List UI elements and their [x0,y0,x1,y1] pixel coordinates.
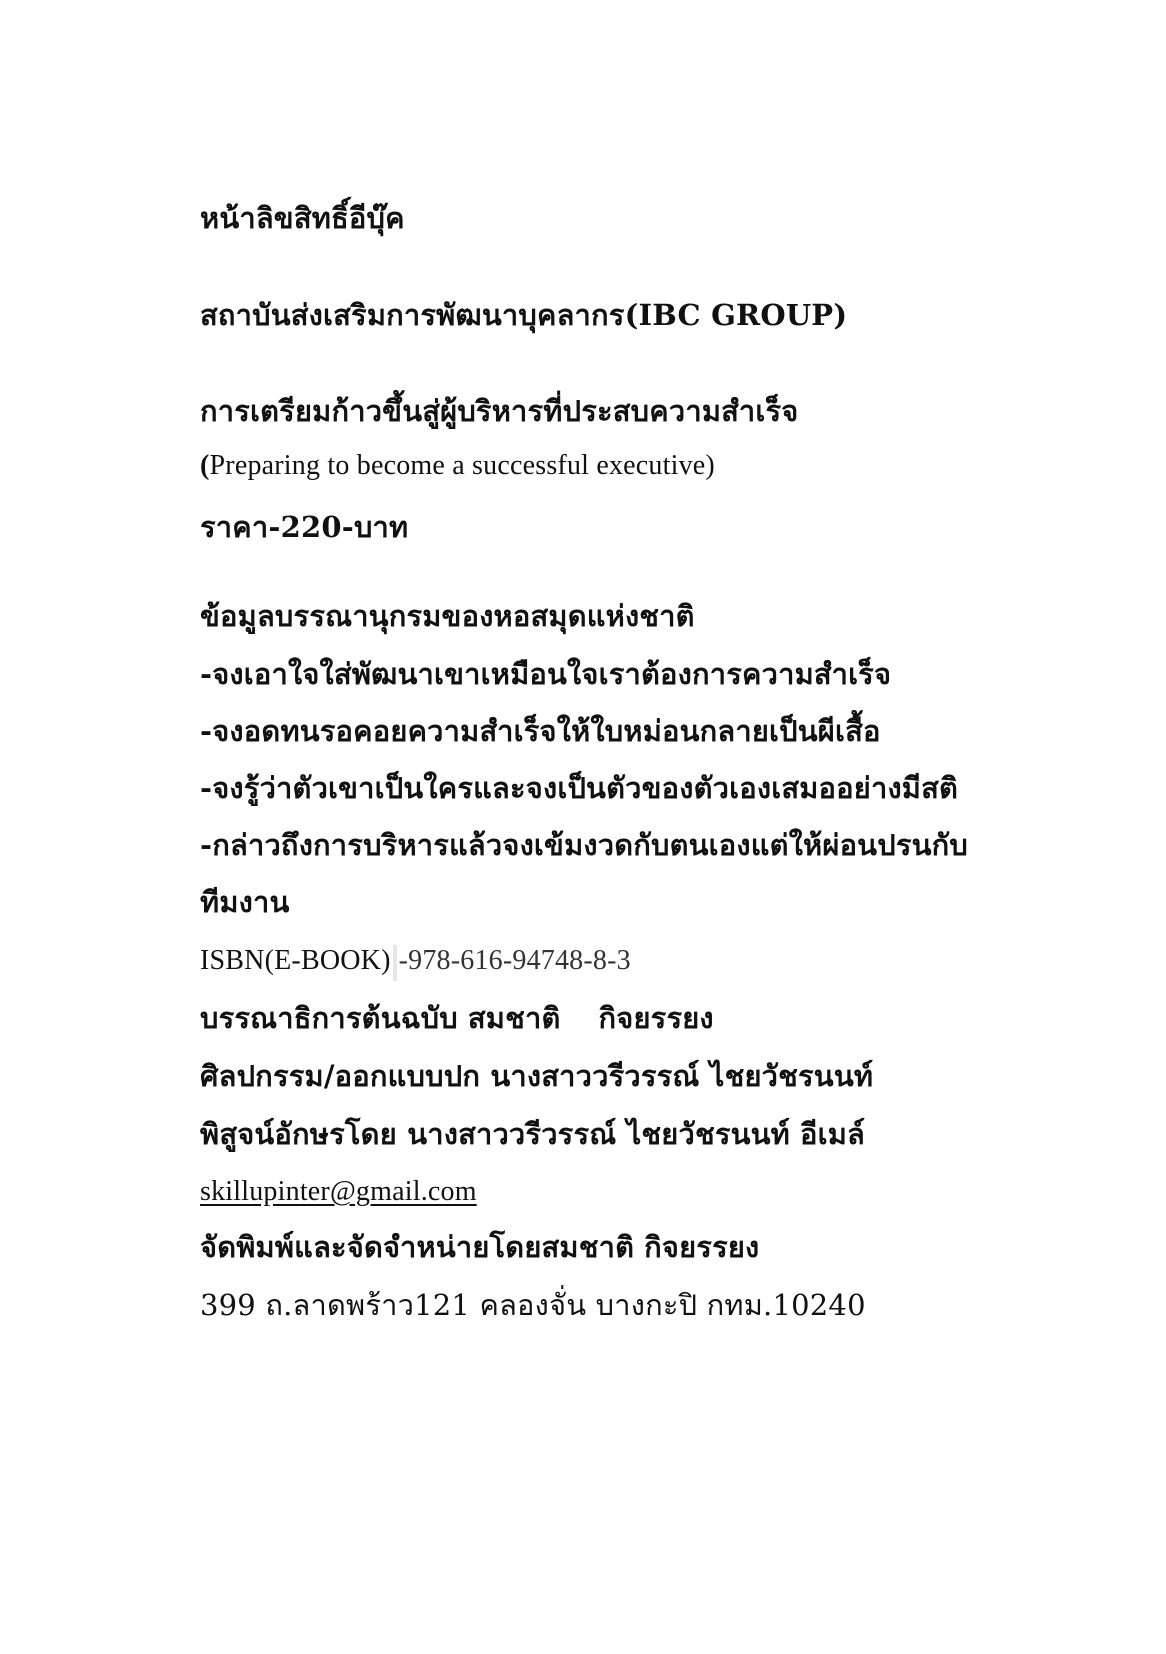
catalog-heading: ข้อมูลบรรณานุกรมของหอสมุดแห่งชาติ [200,599,695,633]
artwork-credit: ศิลปกรรม/ออกแบบปก นางสาววรีวรรณ์ ไชยวัชรนนท์ [200,1059,874,1093]
isbn-separator [393,945,397,981]
editor-last-name: กิจยรรยง [598,1001,714,1035]
price: ราคา-220-บาท [200,510,409,544]
catalog-item: -จงเอาใจใส่พัฒนาเขาเหมือนใจเราต้องการความสำเร็จ [200,657,892,691]
email-link[interactable]: skillupinter@gmail.com [200,1176,477,1207]
address: 399 ถ.ลาดพร้าว121 คลองจั่น บางกะปิ กทม.10240 [200,1288,866,1322]
publisher-name: สถาบันส่งเสริมการพัฒนาบุคลากร(IBC GROUP) [200,298,848,332]
distributor-line [200,1229,759,1265]
book-title-english [200,448,715,484]
isbn-number: -978-616-94748-8-3 [398,945,631,976]
catalog-item: ทีมงาน [200,885,290,919]
distributor-name: กิจยรรยง [644,1230,760,1264]
title-open-paren: ( [200,450,210,481]
proofreader-credit: พิสูจน์อักษรโดย นางสาววรีวรรณ์ ไชยวัชรนนท์ [200,1117,791,1151]
email-label: อีเมล์ [800,1117,866,1151]
catalog-item: -จงรู้ว่าตัวเขาเป็นใครและจงเป็นตัวของตัวเองเสมออย่างมีสติ [200,771,959,805]
catalog-item: -กล่าวถึงการบริหารแล้วจงเข้มงวดกับตนเองแต่ให้ผ่อนปรนกับ [200,828,968,862]
isbn-line [200,943,631,981]
editor-line [200,1000,714,1036]
email-line [200,1172,477,1210]
distributor-label: จัดพิมพ์และจัดจำหน่ายโดยสมชาติ [200,1230,635,1264]
book-title-thai: การเตรียมก้าวขึ้นสู่ผู้บริหารที่ประสบความสำเร็จ [200,394,799,428]
isbn-label: ISBN(E-BOOK) [200,945,391,976]
proofreader-line [200,1116,865,1152]
editor-first-name: สมชาติ [467,1001,561,1035]
page-heading: หน้าลิขสิทธิ์อีบุ๊ค [200,201,405,235]
catalog-item: -จงอดทนรอคอยความสำเร็จให้ใบหม่อนกลายเป็นผีเสื้อ [200,714,881,748]
title-english-text: Preparing to become a successful executive) [209,450,715,481]
editor-label: บรรณาธิการต้นฉบับ [200,1001,458,1035]
